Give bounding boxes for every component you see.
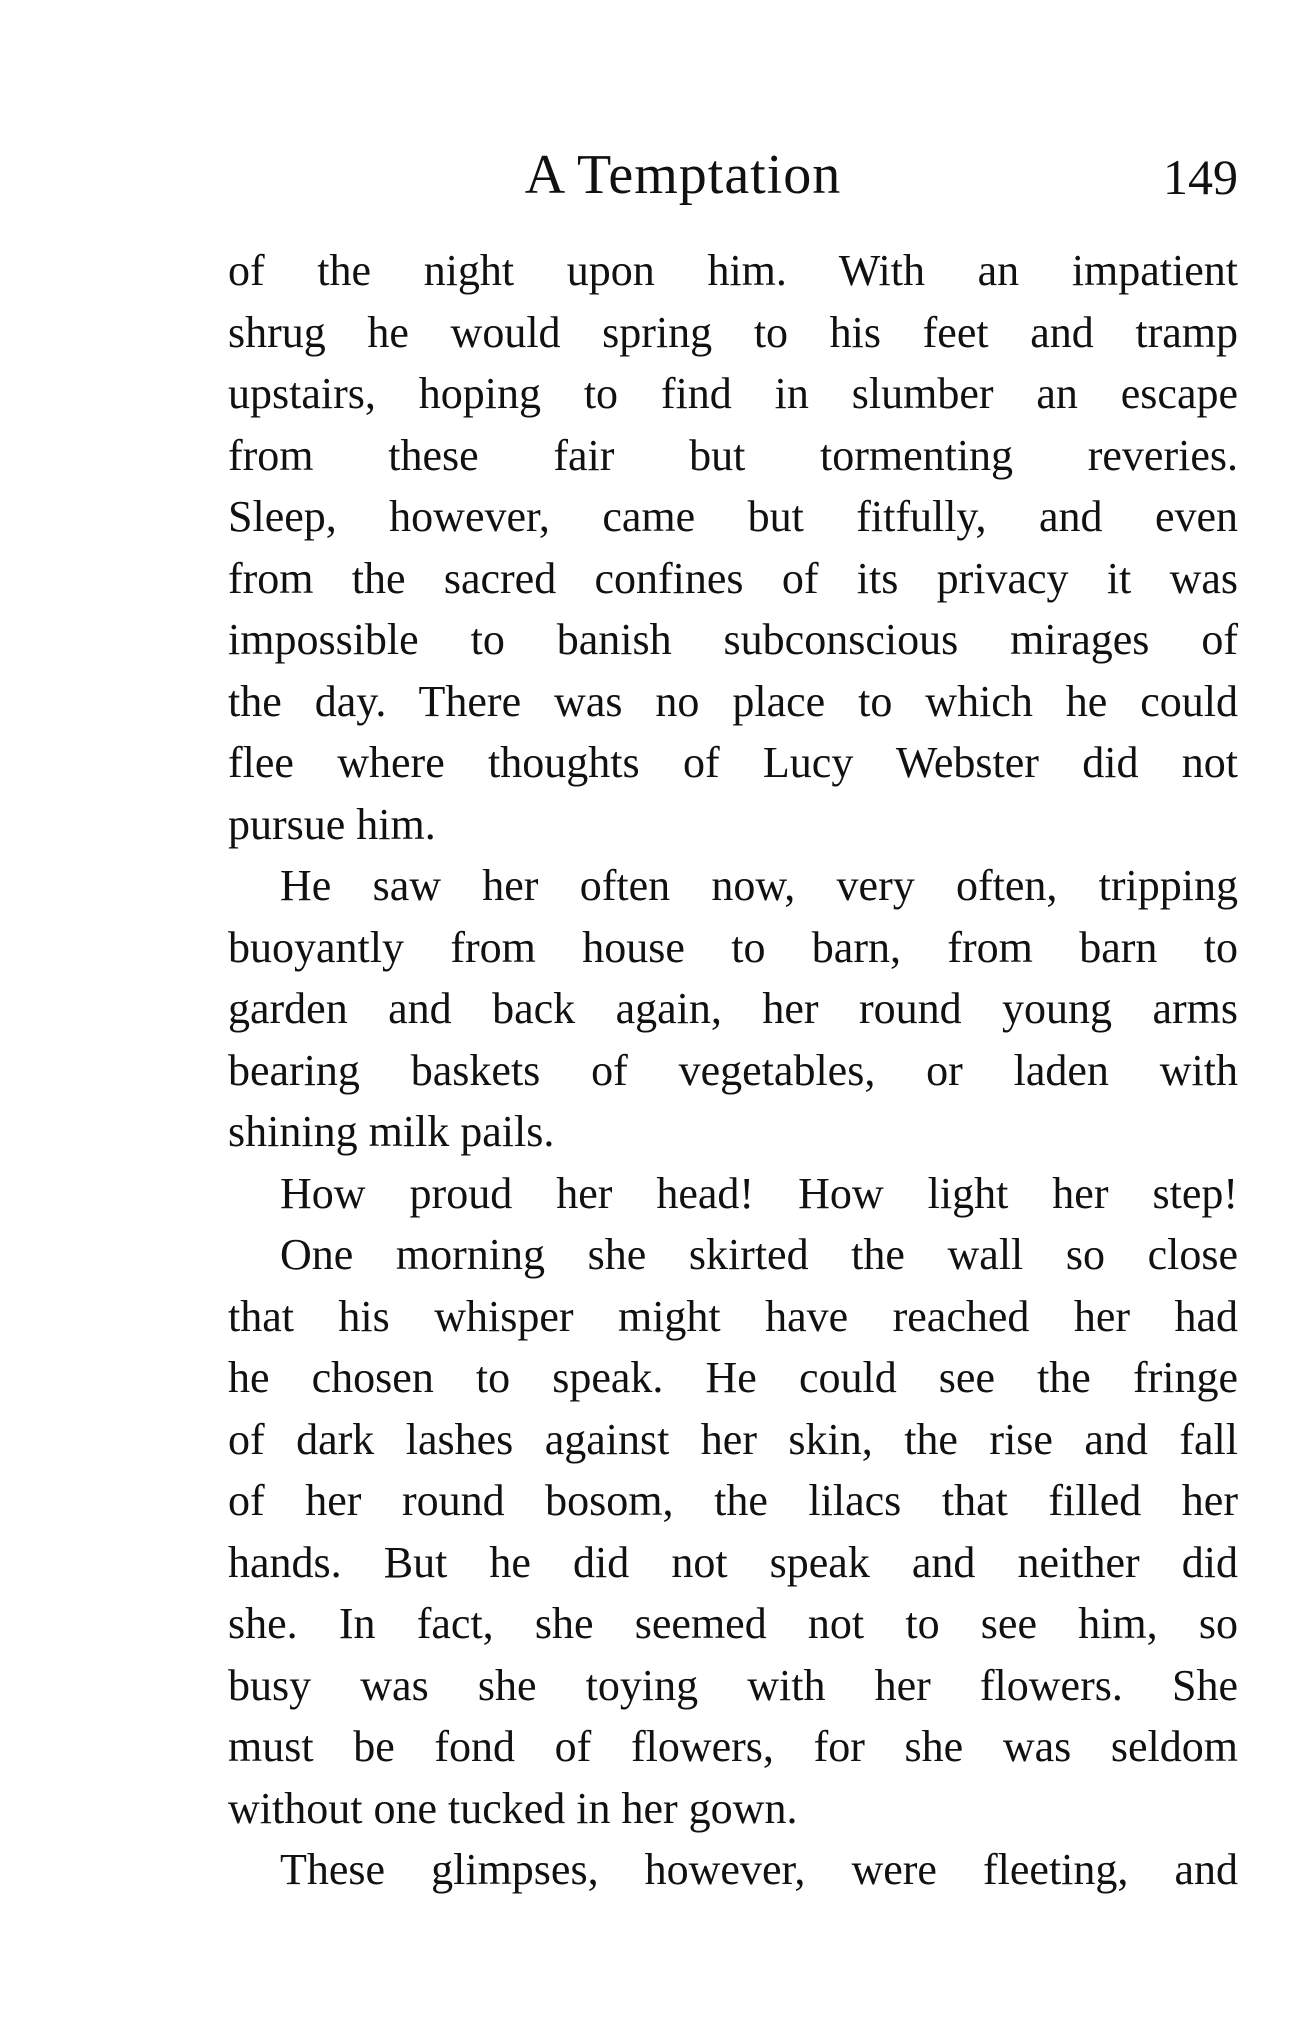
text-line: hands. But he did not speak and neither did (228, 1537, 1238, 1587)
text-line: he chosen to speak. He could see the fringe (228, 1353, 1238, 1402)
text-line: of the night upon him. With an impatient (228, 246, 1238, 295)
text-line: that his whisper might have reached her had (228, 1291, 1238, 1341)
page-number: 149 (1163, 149, 1238, 205)
text-line: upstairs, hoping to find in slumber an escape (228, 369, 1238, 418)
text-line: garden and back again, her round young arms (228, 984, 1238, 1033)
text-line: from the sacred confines of its privacy it was (228, 553, 1238, 603)
text-line: of her round bosom, the lilacs that filled her (228, 1476, 1238, 1525)
page-header (228, 140, 1238, 210)
text-line: of dark lashes against her skin, the rise and fall (228, 1414, 1238, 1464)
text-line: without one tucked in her gown. (228, 1783, 798, 1833)
text-line: shrug he would spring to his feet and tramp (228, 307, 1238, 357)
text-line: One morning she skirted the wall so close (280, 1230, 1238, 1279)
text-line: How proud her head! How light her step! (280, 1168, 1238, 1218)
text-line: she. In fact, she seemed not to see him, so (228, 1599, 1238, 1648)
text-line: buoyantly from house to barn, from barn to (228, 922, 1238, 972)
text-line: flee where thoughts of Lucy Webster did not (228, 738, 1238, 787)
text-line: pursue him. (228, 799, 436, 849)
text-line: busy was she toying with her flowers. She (228, 1660, 1238, 1710)
text-line: He saw her often now, very often, tripping (280, 861, 1238, 910)
body-text (228, 240, 1238, 1901)
text-line: from these fair but tormenting reveries. (228, 430, 1238, 480)
text-line: must be fond of flowers, for she was seldom (228, 1722, 1238, 1771)
running-title: A Temptation (524, 144, 842, 206)
text-line: bearing baskets of vegetables, or laden with (228, 1045, 1238, 1095)
text-line: Sleep, however, came but fitfully, and even (228, 492, 1238, 541)
text-line: the day. There was no place to which he could (228, 676, 1238, 726)
text-line: These glimpses, however, were fleeting, and (280, 1845, 1238, 1894)
text-line: shining milk pails. (228, 1107, 555, 1156)
text-line: impossible to banish subconscious mirages of (228, 615, 1238, 664)
